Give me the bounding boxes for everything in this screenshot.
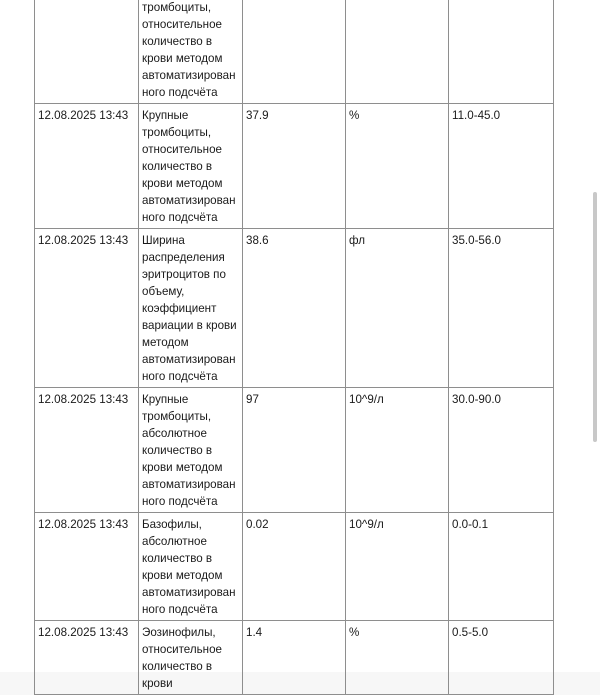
table-row [35, 0, 554, 104]
value-cell: 97 [243, 388, 346, 513]
date-cell: 12.08.2025 13:43 [35, 104, 139, 229]
unit-cell: 10^9/л [346, 388, 449, 513]
test-name-cell: Ширина распределения эритроцитов по объему, коэффициент вариации в крови методом автоматизирован ного подсчёта [139, 229, 243, 388]
table-row [35, 104, 554, 229]
reference-cell: 30.0-90.0 [449, 388, 554, 513]
unit-cell: фл [346, 229, 449, 388]
table-row [35, 229, 554, 388]
test-name-cell: Базофилы, абсолютное количество в крови методом автоматизирован ного подсчёта [139, 513, 243, 621]
table-row [35, 513, 554, 621]
unit-cell: 10^9/л [346, 513, 449, 621]
date-cell: 12.08.2025 13:43 [35, 229, 139, 388]
test-name-cell: Крупные тромбоциты, относительное количество в крови методом автоматизирован ного подсчёта [139, 104, 243, 229]
unit-cell [346, 0, 449, 104]
value-cell: 0.02 [243, 513, 346, 621]
date-cell [35, 0, 139, 104]
unit-cell: % [346, 621, 449, 695]
value-cell: 37.9 [243, 104, 346, 229]
value-cell [243, 0, 346, 104]
test-name-cell: тромбоциты, относительное количество в крови методом автоматизирован ного подсчёта [139, 0, 243, 104]
date-cell: 12.08.2025 13:43 [35, 513, 139, 621]
reference-cell: 35.0-56.0 [449, 229, 554, 388]
table-row [35, 388, 554, 513]
test-name-cell: Эозинофилы, относительное количество в крови [139, 621, 243, 695]
reference-cell [449, 0, 554, 104]
value-cell: 38.6 [243, 229, 346, 388]
reference-cell: 11.0-45.0 [449, 104, 554, 229]
test-name-cell: Крупные тромбоциты, абсолютное количество в крови методом автоматизирован ного подсчёта [139, 388, 243, 513]
date-cell: 12.08.2025 13:43 [35, 621, 139, 695]
date-cell: 12.08.2025 13:43 [35, 388, 139, 513]
lab-results-table [34, 0, 554, 695]
scrollbar[interactable] [593, 192, 597, 442]
reference-cell: 0.0-0.1 [449, 513, 554, 621]
unit-cell: % [346, 104, 449, 229]
value-cell: 1.4 [243, 621, 346, 695]
reference-cell: 0.5-5.0 [449, 621, 554, 695]
table-row [35, 621, 554, 695]
